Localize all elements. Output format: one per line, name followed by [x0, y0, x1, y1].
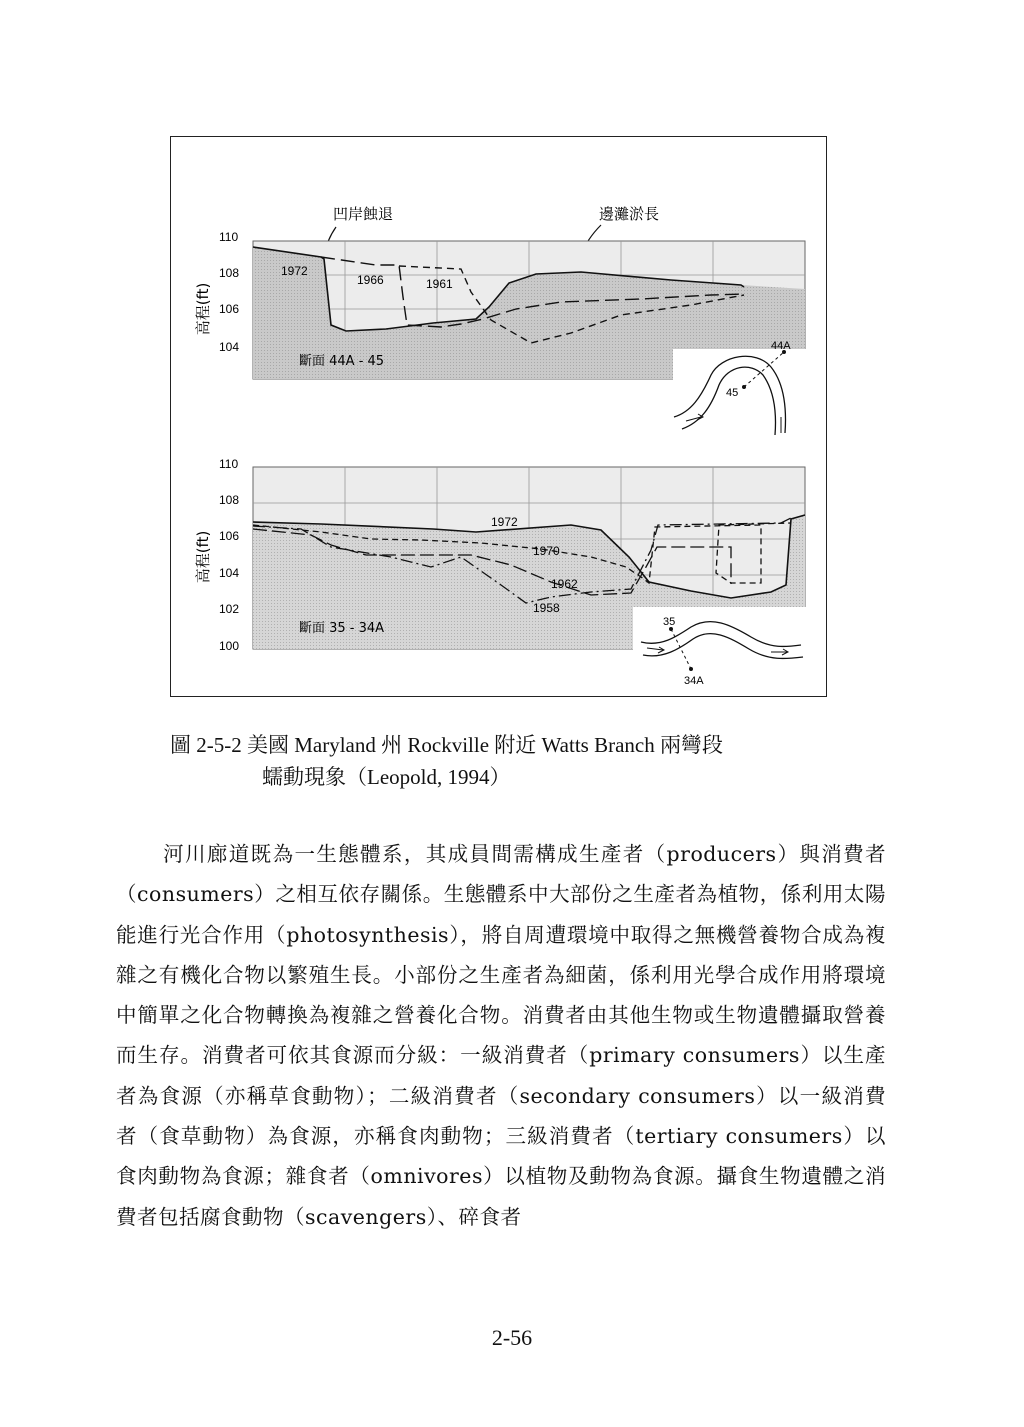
page-number: 2-56: [491, 1325, 533, 1350]
annotation-right: 邊灘淤長: [599, 205, 660, 223]
top-year-label-1972: 1972: [281, 264, 308, 278]
top-section-label: 斷面 44A - 45: [299, 354, 385, 369]
bottom-y-tick: 100: [219, 639, 240, 653]
bottom-y-tick: 108: [219, 493, 240, 507]
inset-label-44A: 44A: [771, 340, 791, 352]
top-y-tick: 104: [219, 340, 240, 354]
figure-frame: [170, 136, 827, 697]
inset-label-34A: 34A: [684, 675, 704, 687]
figure-caption: [170, 729, 870, 793]
top-panel: [194, 205, 813, 449]
top-inset-map: [673, 340, 813, 449]
cross-section-figure: [171, 137, 828, 698]
top-y-tick: 110: [219, 230, 239, 244]
top-year-label-1961: 1961: [426, 277, 453, 291]
bottom-year-label-1970: 1970: [533, 544, 560, 558]
top-year-label-1966: 1966: [357, 273, 384, 287]
body-paragraph: 河川廊道既為一生態體系，其成員間需構成生產者（producers）與消費者（consumers）之相互依存關係。生態體系中大部份之生產者為植物，係利用太陽能進行光合作用（photosynthesis），將自周遭環境中取得之無機營養物合成為複雜之有機化合物以繁殖生長。小部份之生產者為細菌，係利用光學合成作用將環境中簡單之化合物轉換為複雜之營養化合物。消費者由其他生物或生物遺體攝取營養而生存。消費者可依其食源而分級：一級消費者（primary consumers）以生產者為食源（亦稱草食動物）；二級消費者（secondary consumers）以一級消費者（食草動物）為食源，亦稱食肉動物；三級消費者（tertiary consumers）以食肉動物為食源；雜食者（omnivores）以植物及動物為食源。攝食生物遺體之消費者包括腐食動物（scavengers）、碎食者: [116, 842, 886, 1229]
inset-label-45: 45: [726, 387, 739, 399]
bottom-year-label-1958: 1958: [533, 601, 560, 615]
top-y-tick: 108: [219, 266, 240, 280]
caption-line-2: 蠕動現象（Leopold, 1994）: [262, 765, 511, 789]
bottom-y-tick: 106: [219, 529, 240, 543]
bottom-y-tick: 102: [219, 602, 240, 616]
inset-label-35: 35: [663, 616, 676, 628]
bottom-y-tick: 104: [219, 566, 240, 580]
bottom-y-tick: 110: [219, 457, 239, 471]
bottom-year-label-1962: 1962: [551, 577, 578, 591]
bottom-panel: [194, 457, 813, 687]
annotation-left: 凹岸蝕退: [333, 205, 394, 223]
bottom-y-axis-label: 高程(ft): [194, 530, 212, 584]
top-y-axis-label: 高程(ft): [194, 282, 212, 336]
bottom-inset-map: [633, 607, 813, 687]
top-y-tick: 106: [219, 302, 240, 316]
caption-line-1: 圖 2-5-2 美國 Maryland 州 Rockville 附近 Watts Branch 兩彎段: [170, 733, 723, 757]
body-text: [116, 834, 886, 1237]
bottom-section-label: 斷面 35 - 34A: [299, 621, 385, 636]
bottom-year-label-1972: 1972: [491, 515, 518, 529]
